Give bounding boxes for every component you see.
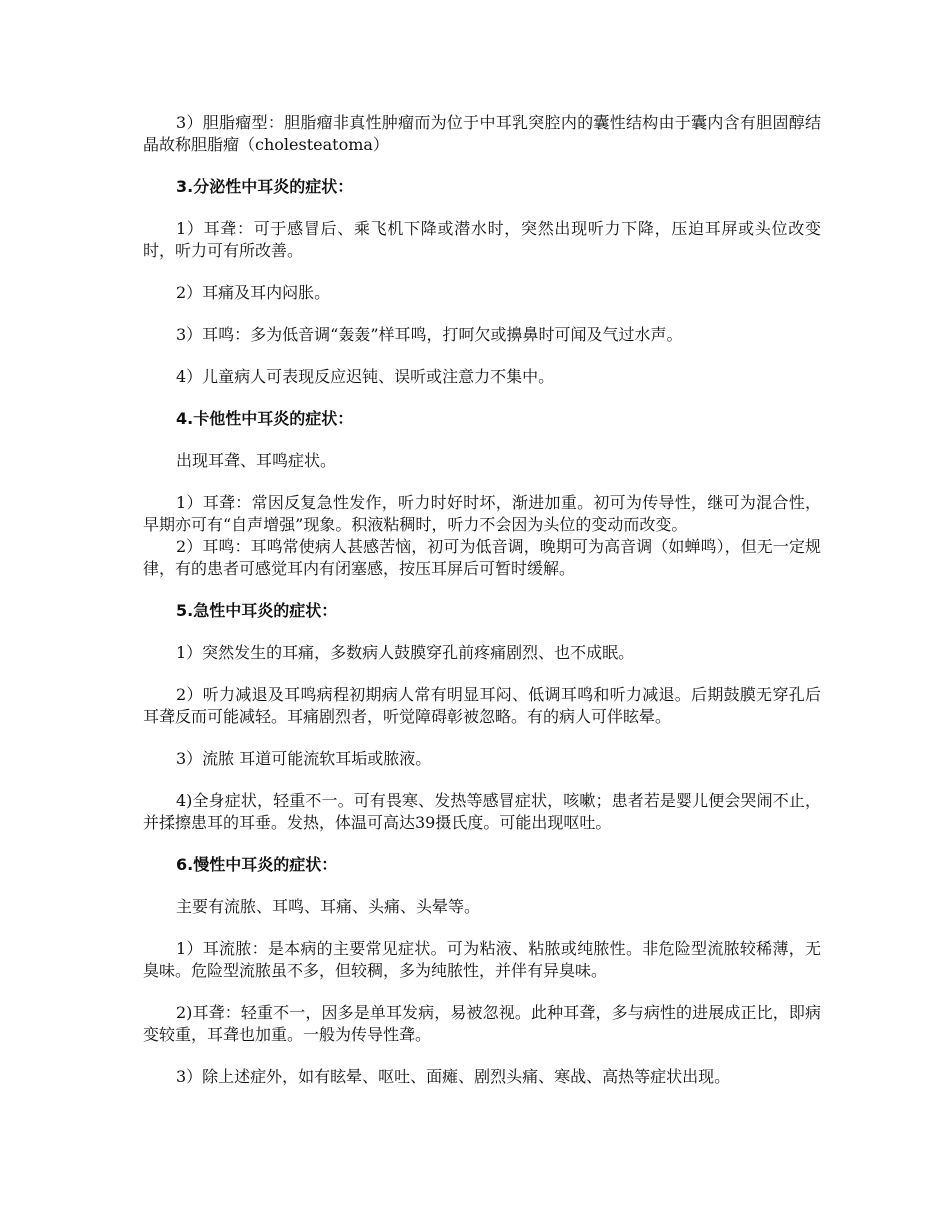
heading-catarrhal-otitis-media: 4.卡他性中耳炎的症状： [176,409,354,428]
paragraph-cholesteatoma-type: 3）胆脂瘤型：胆脂瘤非真性肿瘤而为位于中耳乳突腔内的囊性结构由于囊内含有胆固醇结晶故称胆脂瘤（cholesteatoma） [143,113,821,154]
paragraph-secretory-ear-pain: 2）耳痛及耳内闷胀。 [176,283,331,302]
paragraph-secretory-tinnitus: 3）耳鸣：多为低音调“轰轰”样耳鸣，打呵欠或擤鼻时可闻及气过水声。 [176,325,683,344]
paragraph-catarrhal-tinnitus: 2）耳鸣：耳鸣常使病人甚感苦恼，初可为低音调，晚期可为高音调（如蝉鸣），但无一定规律，有的患者可感觉耳内有闭塞感，按压耳屏后可暂时缓解。 [143,537,821,578]
heading-chronic-otitis-media: 6.慢性中耳炎的症状： [176,855,338,874]
heading-acute-otitis-media: 5.急性中耳炎的症状： [176,601,338,620]
paragraph-catarrhal-deafness: 1）耳聋：常因反复急性发作，听力时好时坏，渐进加重。初可为传导性，继可为混合性，早期亦可有“自声增强”现象。积液粘稠时，听力不会因为头位的变动而改变。 [143,493,821,534]
document-body [143,112,821,1108]
paragraph-chronic-other-symptoms: 3）除上述症外，如有眩晕、呕吐、面瘫、剧烈头痛、寒战、高热等症状出现。 [176,1067,731,1086]
paragraph-catarrhal-intro: 出现耳聋、耳鸣症状。 [176,451,337,470]
paragraph-chronic-deafness: 2)耳聋：轻重不一，因多是单耳发病，易被忽视。此种耳聋，多与病性的进展成正比，即病变较重，耳聋也加重。一般为传导性聋。 [143,1003,821,1044]
paragraph-acute-systemic: 4)全身症状，轻重不一。可有畏寒、发热等感冒症状，咳嗽；患者若是婴儿便会哭闹不止，并揉擦患耳的耳垂。发热，体温可高达39摄氏度。可能出现呕吐。 [143,791,821,832]
paragraph-acute-hearing-loss: 2）听力减退及耳鸣病程初期病人常有明显耳闷、低调耳鸣和听力减退。后期鼓膜无穿孔后耳聋反而可能减轻。耳痛剧烈者，听觉障碍彰被忽略。有的病人可伴眩晕。 [143,685,821,726]
heading-secretory-otitis-media: 3.分泌性中耳炎的症状： [176,177,354,196]
paragraph-secretory-children: 4）儿童病人可表现反应迟钝、误听或注意力不集中。 [176,367,555,386]
paragraph-acute-ear-pain: 1）突然发生的耳痛，多数病人鼓膜穿孔前疼痛剧烈、也不成眠。 [176,643,635,662]
paragraph-acute-discharge: 3）流脓 耳道可能流软耳垢或脓液。 [176,749,432,768]
paragraph-chronic-intro: 主要有流脓、耳鸣、耳痛、头痛、头晕等。 [176,897,481,916]
paragraph-secretory-deafness: 1）耳聋：可于感冒后、乘飞机下降或潜水时，突然出现听力下降，压迫耳屏或头位改变时，听力可有所改善。 [143,219,821,260]
paragraph-chronic-discharge: 1）耳流脓：是本病的主要常见症状。可为粘液、粘脓或纯脓性。非危险型流脓较稀薄，无臭味。危险型流脓虽不多，但较稠，多为纯脓性，并伴有异臭味。 [143,939,821,980]
